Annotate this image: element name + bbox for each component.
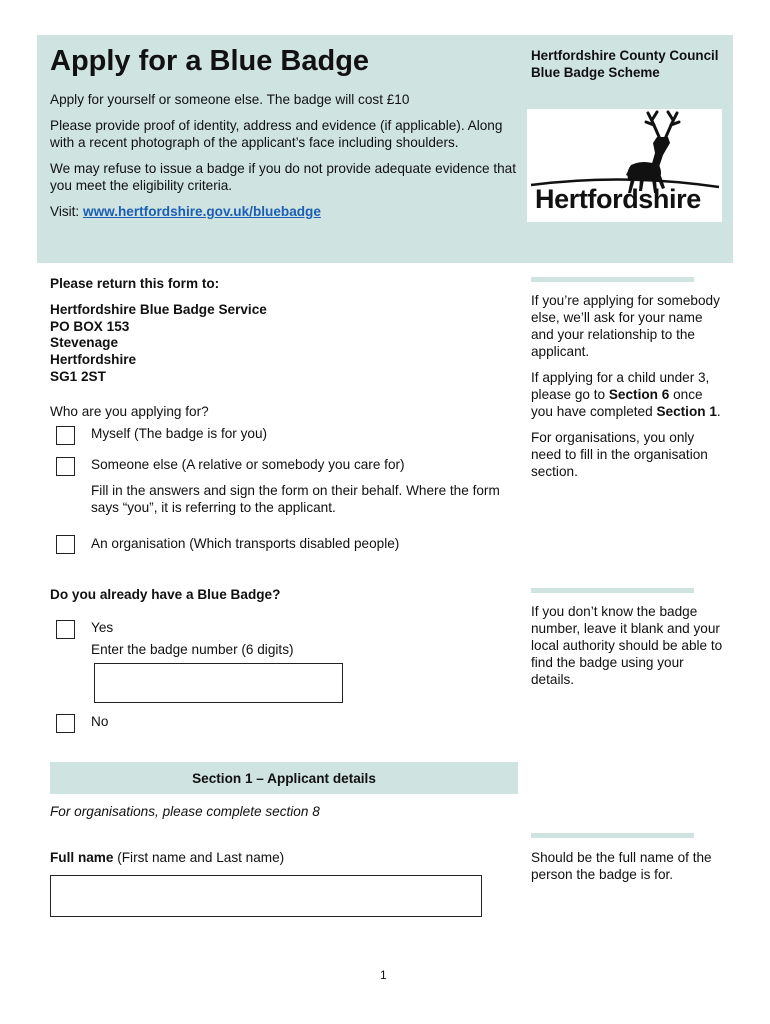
full-name-hint: (First name and Last name) bbox=[113, 850, 285, 865]
note-somebody-else: If you’re applying for somebody else, we’ll ask for your name and your relationship to the applicant. bbox=[531, 293, 720, 359]
intro-cost: Apply for yourself or someone else. The badge will cost £10 bbox=[50, 92, 410, 107]
intro-visit bbox=[50, 203, 520, 220]
full-name-input[interactable] bbox=[50, 875, 482, 917]
badge-number-input[interactable] bbox=[94, 663, 343, 703]
side-note-badge-number: If you don’t know the badge number, leave it blank and your local authority should be able to find the badge using your details. bbox=[531, 604, 723, 687]
badge-number-label: Enter the badge number (6 digits) bbox=[91, 642, 294, 657]
note-organisations: For organisations, you only need to fill in the organisation section. bbox=[531, 430, 708, 479]
full-name-label-bold: Full name bbox=[50, 850, 114, 865]
side-note-full-name: Should be the full name of the person the badge is for. bbox=[531, 850, 712, 882]
side-divider bbox=[531, 833, 694, 838]
yes-checkbox[interactable] bbox=[56, 620, 75, 639]
full-name-label bbox=[50, 849, 284, 866]
org-note: For organisations, please complete section 8 bbox=[50, 804, 320, 819]
intro-proof: Please provide proof of identity, address and evidence (if applicable). Along with a recent photograph of the applicant’s face including shoulders. bbox=[50, 118, 503, 150]
no-label: No bbox=[91, 714, 109, 729]
page-number: 1 bbox=[380, 968, 387, 982]
section1-heading: Section 1 – Applicant details bbox=[50, 762, 518, 794]
applying-for-question: Who are you applying for? bbox=[50, 404, 209, 419]
yes-label: Yes bbox=[91, 620, 114, 635]
return-label: Please return this form to: bbox=[50, 276, 220, 291]
note-child-mid: once you have completed bbox=[531, 387, 703, 419]
logo-wordmark: Hertfordshire bbox=[535, 184, 701, 214]
note-child-end: . bbox=[716, 404, 721, 419]
address-line: SG1 2ST bbox=[50, 368, 106, 384]
side-divider bbox=[531, 588, 694, 593]
bluebadge-link[interactable]: www.hertfordshire.gov.uk/bluebadge bbox=[83, 204, 321, 219]
note-child bbox=[531, 369, 727, 420]
organisation-label: An organisation (Which transports disabled people) bbox=[91, 536, 400, 551]
address-line: Hertfordshire Blue Badge Service bbox=[50, 301, 267, 317]
address-line: Stevenage bbox=[50, 335, 119, 351]
no-checkbox[interactable] bbox=[56, 714, 75, 733]
intro-refuse: We may refuse to issue a badge if you do not provide adequate evidence that you meet the eligibility criteria. bbox=[50, 161, 517, 193]
note-section1: Section 1 bbox=[656, 404, 717, 419]
someone-else-note: Fill in the answers and sign the form on their behalf. Where the form says “you”, it is referring to the applicant. bbox=[91, 483, 500, 515]
side-divider bbox=[531, 277, 694, 282]
return-address bbox=[50, 276, 267, 386]
side-note-applicant bbox=[531, 292, 727, 489]
organisation-checkbox[interactable] bbox=[56, 535, 75, 554]
address-line: Hertfordshire bbox=[50, 352, 137, 368]
someone-else-checkbox[interactable] bbox=[56, 457, 75, 476]
existing-badge-question: Do you already have a Blue Badge? bbox=[50, 587, 281, 602]
myself-label: Myself (The badge is for you) bbox=[91, 426, 268, 441]
note-child-text: If applying for a child under 3, please go to bbox=[531, 370, 710, 402]
myself-checkbox[interactable] bbox=[56, 426, 75, 445]
someone-else-label: Someone else (A relative or somebody you care for) bbox=[91, 457, 405, 472]
address-line: PO BOX 153 bbox=[50, 318, 130, 334]
intro-text bbox=[50, 91, 520, 229]
scheme-title: Hertfordshire County Council Blue Badge Scheme bbox=[531, 48, 719, 80]
page-title: Apply for a Blue Badge bbox=[50, 45, 370, 77]
visit-label: Visit: bbox=[50, 204, 83, 219]
note-section6: Section 6 bbox=[608, 387, 670, 402]
